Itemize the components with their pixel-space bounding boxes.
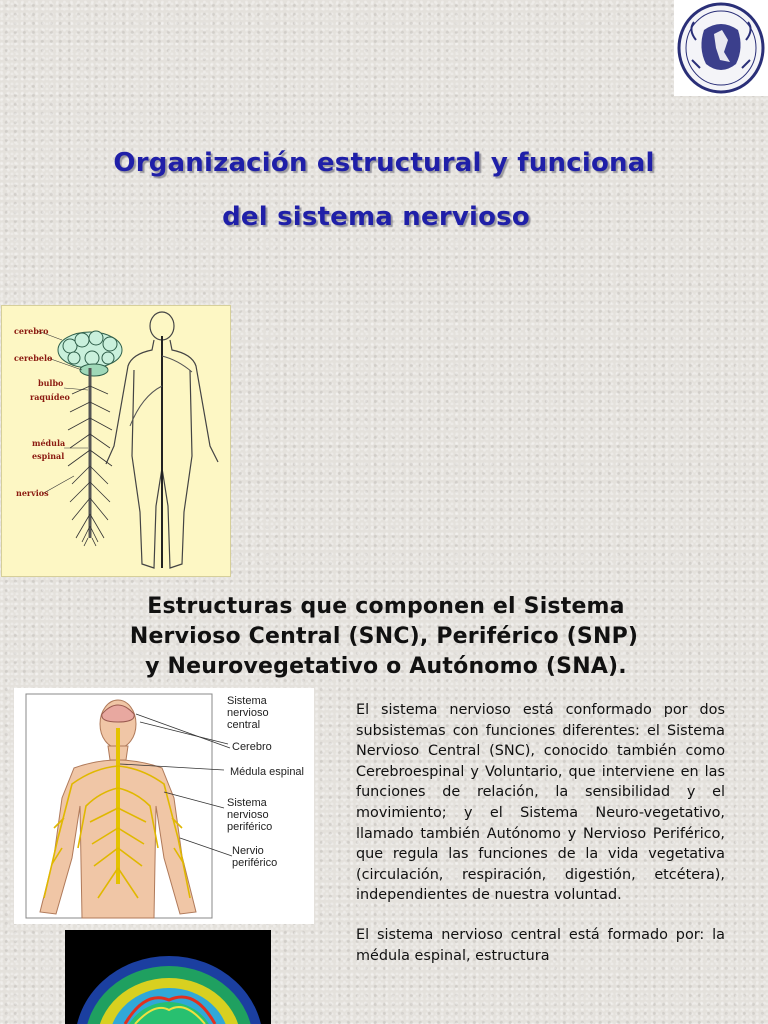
human-nervous-system-diagram xyxy=(14,688,314,924)
subtitle-line-1: Estructuras que componen el Sistema xyxy=(147,594,625,619)
label-medula: médula xyxy=(32,438,66,448)
paragraph-1: El sistema nervioso está conformado por dos subsistemas con funciones diferentes: el Sistema Nervioso Central (SNC), conocido también como Cerebroespinal y Voluntario, que interviene en las funciones de relación, la sensibilidad y el movimiento; y el Sistema Neuro-vegetativo, llamado también Autónomo y Nervioso Periférico, que regula las funciones de la vida vegetativa (circulación, respiración, digestión, etcétera), independientes de nuestra voluntad. xyxy=(356,702,725,904)
body-text xyxy=(356,700,725,985)
unam-seal-icon xyxy=(674,0,768,96)
label-snp-3: periférico xyxy=(227,821,273,833)
page-title-line-1: Organización estructural y funcional xyxy=(113,148,655,178)
label-snc-3: central xyxy=(227,719,261,731)
nervous-system-illustration xyxy=(1,305,231,577)
label-snp-1: Sistema xyxy=(227,797,267,809)
subtitle-line-3: y Neurovegetativo o Autónomo (SNA). xyxy=(145,654,627,679)
label-cerebelo: cerebelo xyxy=(14,353,53,363)
label-nervio-1: Nervio xyxy=(232,845,264,857)
label-snc-1: Sistema xyxy=(227,695,267,707)
label-nervio-2: periférico xyxy=(232,857,278,869)
label-snc-2: nervioso xyxy=(227,707,269,719)
paragraph-2: El sistema nervioso central está formado por: la médula espinal, estructura xyxy=(356,926,725,964)
label-cerebro: Cerebro xyxy=(232,741,272,753)
page-title-line-2: del sistema nervioso xyxy=(222,202,530,232)
label-cerebro: cerebro xyxy=(14,326,49,336)
label-nervios: nervios xyxy=(16,488,49,498)
label-snp-2: nervioso xyxy=(227,809,269,821)
label-espinal: espinal xyxy=(32,451,65,461)
label-medula-espinal: Médula espinal xyxy=(230,766,304,778)
brain-mri-image xyxy=(65,930,271,1024)
subtitle-line-2: Nervioso Central (SNC), Periférico (SNP) xyxy=(129,624,639,649)
label-raquideo: raquídeo xyxy=(30,392,70,402)
label-bulbo: bulbo xyxy=(38,378,64,388)
